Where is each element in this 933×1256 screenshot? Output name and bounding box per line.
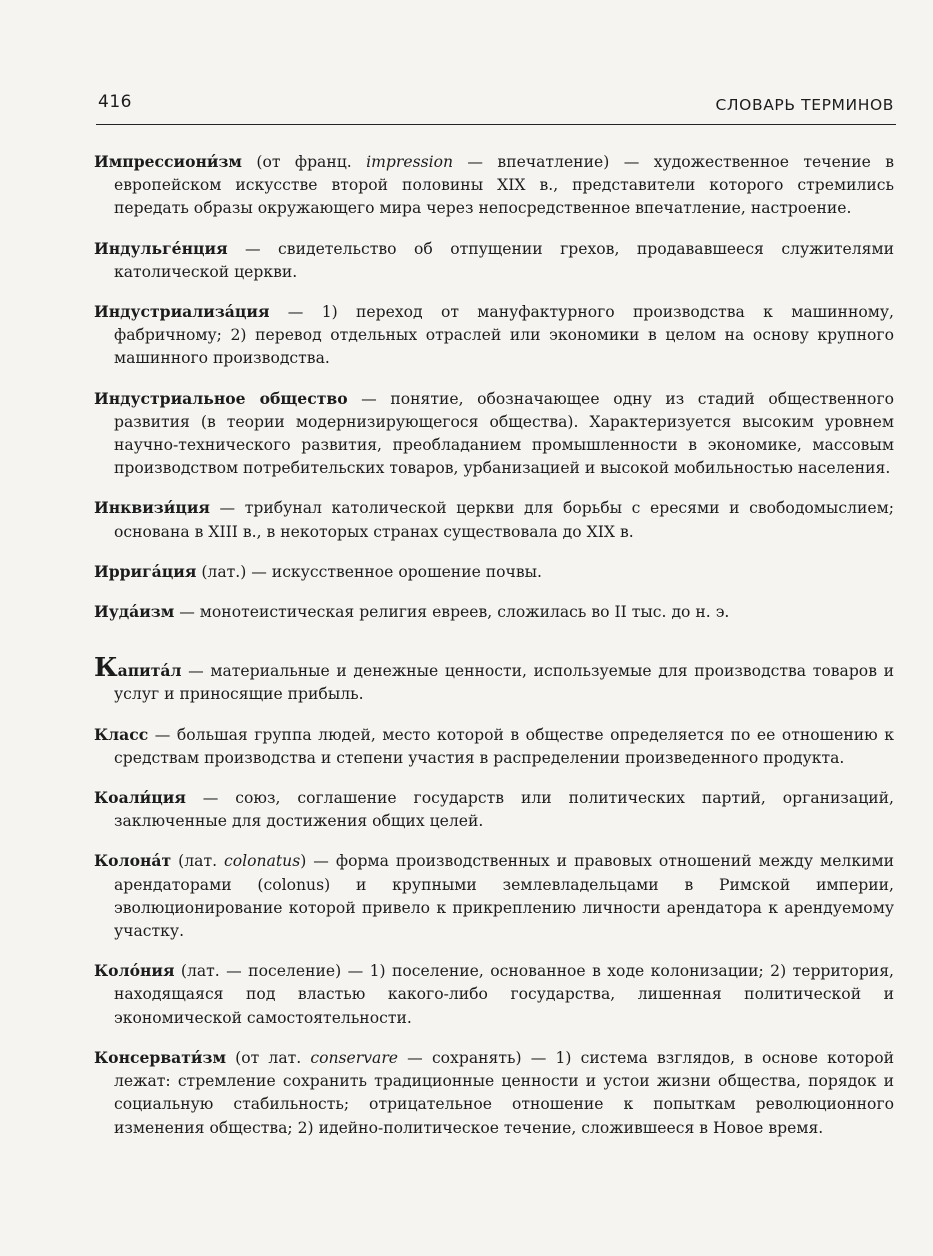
entry-term: Коали́ция xyxy=(94,788,186,808)
entry-definition: — форма производственных и правовых отношений между мелкими арендаторами (colonus) и крупными землевладельцами в Римской империи, эволюционирование которой привело к прикреплению личности арендатора к арендуемому участку. xyxy=(114,852,894,941)
glossary-entry xyxy=(94,237,894,284)
entry-etymology: (лат. — поселение) xyxy=(174,962,342,981)
entry-term: Индустриальное общество xyxy=(94,388,348,408)
entry-definition: — большая группа людей, место которой в обществе определяется по ее отношению к средствам производства и степени участия в распределении произведенного продукта. xyxy=(114,725,894,767)
entry-definition: — искусственное орошение почвы. xyxy=(246,562,543,581)
glossary-entry xyxy=(94,653,894,706)
letter-group-initial: К xyxy=(94,653,118,684)
glossary-entry xyxy=(94,786,894,833)
entry-etymology: (от лат. xyxy=(225,1048,311,1067)
entry-definition: — 1) переход от мануфактурного производства к машинному, фабричному; 2) перевод отдельных отраслей или экономики в целом на основу крупного машинного производства. xyxy=(114,303,894,368)
entry-foreign-word: colonatus xyxy=(224,852,301,871)
entry-definition: — материальные и денежные ценности, используемые для производства товаров и услуг и приносящие прибыль. xyxy=(114,662,894,704)
glossary-entry xyxy=(94,959,894,1030)
running-title: СЛОВАРЬ ТЕРМИНОВ xyxy=(715,96,894,114)
glossary-entry xyxy=(94,496,894,543)
entry-term: Индульге́нция xyxy=(94,238,228,258)
page-header xyxy=(96,86,896,125)
glossary-entry xyxy=(94,387,894,481)
glossary-entry xyxy=(94,300,894,371)
entry-etymology: (от франц. xyxy=(241,153,367,171)
glossary-entry xyxy=(94,150,894,221)
entry-definition: — 1) поселение, основанное в ходе колонизации; 2) территория, находящаяся под властью какого-либо государства, лишенная политической и экономической самостоятельности. xyxy=(114,962,894,1027)
entry-foreign-word: conservare xyxy=(310,1048,399,1067)
glossary-entry xyxy=(94,1046,894,1140)
entry-term: Класс xyxy=(94,724,149,744)
entry-definition: — монотеистическая религия евреев, сложилась во II тыс. до н. э. xyxy=(174,603,730,622)
entry-term: Колона́т xyxy=(94,851,172,871)
entry-term: Ирригáция xyxy=(94,561,197,581)
entry-definition: — художественное течение в европейском искусстве второй половины XIX в., представители которого стремились передать образы окружающего мира через непосредственное впечатление, настроение. xyxy=(114,153,894,218)
entry-term: Коло́ния xyxy=(94,961,175,981)
entry-term: Консервати́зм xyxy=(94,1047,226,1067)
entry-etymology: — сохранять) xyxy=(398,1048,522,1067)
glossary-entry xyxy=(94,849,894,943)
entry-etymology: (лат. xyxy=(171,852,225,871)
glossary-entry xyxy=(94,600,894,624)
entry-term: Инквизи́ция xyxy=(94,498,210,518)
entry-etymology: ) xyxy=(300,852,307,871)
entry-definition: — свидетельство об отпущении грехов, продававшееся служителями католической церкви. xyxy=(114,239,894,281)
entry-term: Индустриализа́ция xyxy=(94,302,270,322)
entry-term: Иуда́изм xyxy=(94,602,175,622)
glossary-entries xyxy=(94,150,894,1156)
entry-foreign-word: impression xyxy=(366,153,454,171)
entry-definition: — 1) система взглядов, в основе которой лежат: стремление сохранить традиционные ценности и устои жизни общества, порядок и социальную стабильность; отрицательное отношение к попыткам революционного изменения общества; 2) идейно-политическое течение, сложившееся в Новое время. xyxy=(114,1048,894,1137)
entry-definition: — союз, соглашение государств или политических партий, организаций, заключенные для достижения общих целей. xyxy=(114,789,894,831)
entry-etymology: (лат.) xyxy=(196,562,247,581)
entry-etymology: — впечатление) xyxy=(453,153,610,171)
page-number: 416 xyxy=(98,92,132,112)
entry-definition: — понятие, обозначающее одну из стадий общественного развития (в теории модернизирующегося общества). Характеризуется высоким уровнем научно-технического развития, преобладанием промышленности в экономике, массовым производством потребительских товаров, урбанизацией и высокой мобильностью населения. xyxy=(114,389,894,478)
entry-term: апита́л xyxy=(117,661,182,681)
letter-group-divider xyxy=(94,640,894,658)
glossary-entry xyxy=(94,560,894,584)
entry-definition: — трибунал католической церкви для борьбы с ересями и свободомыслием; основана в XIII в., в некоторых странах существовала до XIX в. xyxy=(114,499,894,541)
glossary-entry xyxy=(94,723,894,770)
entry-term: Импрессиони́зм xyxy=(94,152,242,171)
